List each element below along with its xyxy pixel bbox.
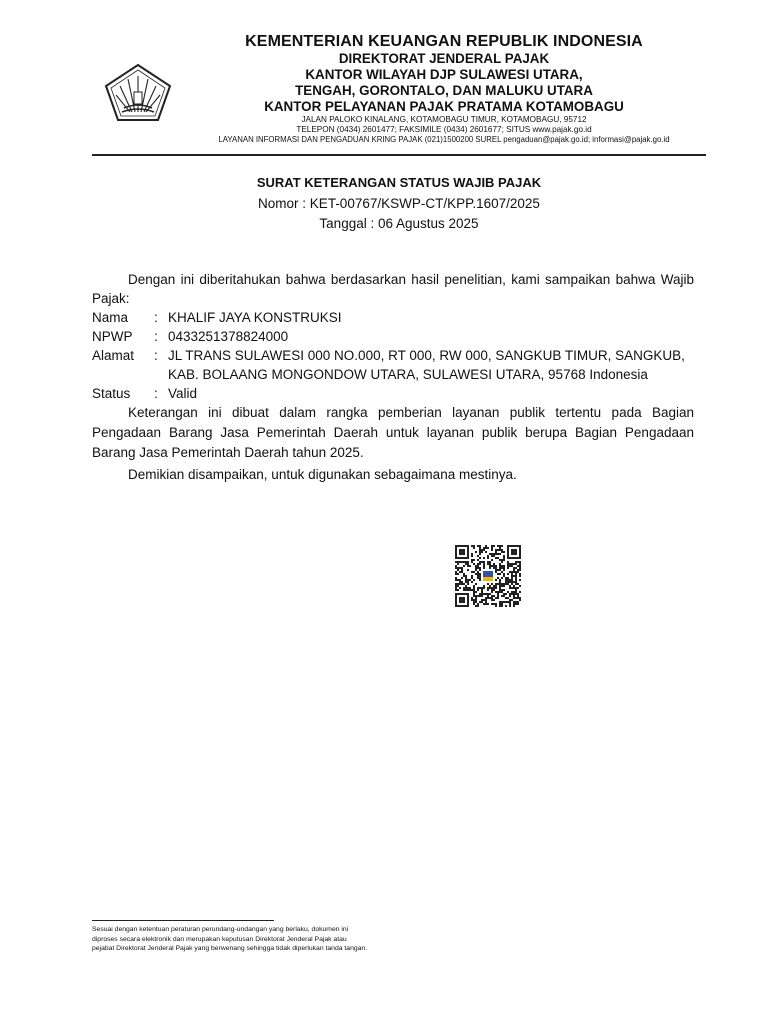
letter-body [92, 270, 694, 484]
ministry-emblem-icon [102, 62, 174, 124]
letter-date: Tanggal : 06 Agustus 2025 [319, 216, 479, 231]
qr-code-icon [455, 545, 521, 607]
letter-number: Nomor : KET-00767/KSWP-CT/KPP.1607/2025 [258, 196, 540, 211]
npwp-label: NPWP [92, 329, 133, 344]
field-row-npwp [92, 327, 694, 346]
status-colon: : [154, 386, 158, 401]
name-colon: : [154, 310, 158, 325]
service-info: LAYANAN INFORMASI DAN PENGADUAN KRING PAJAK (021)1500200 SUREL pengaduan@pajak.go.id; informasi@pajak.go.id [218, 135, 670, 144]
footer-note [92, 925, 432, 954]
footer-line1: Sesuai dengan ketentuan peraturan perundang-undangan yang berlaku, dokumen ini [92, 926, 349, 933]
footer-divider [92, 920, 274, 921]
field-row-status [92, 384, 694, 403]
field-row-address-cont [92, 365, 694, 384]
address-colon: : [154, 348, 158, 363]
office-address: JALAN PALOKO KINALANG, KOTAMOBAGU TIMUR, KOTAMOBAGU, 95712 [301, 115, 587, 124]
address-value-line1: JL TRANS SULAWESI 000 NO.000, RT 000, RW 000, SANGKUB TIMUR, SANGKUB, [168, 348, 685, 363]
name-value: KHALIF JAYA KONSTRUKSI [168, 310, 342, 325]
status-value: Valid [168, 386, 198, 401]
tax-office-name: KANTOR PELAYANAN PAJAK PRATAMA KOTAMOBAGU [264, 99, 624, 114]
letterhead [180, 32, 708, 145]
letter-title-block [92, 174, 706, 234]
status-label: Status [92, 386, 131, 401]
regional-office-line1: KANTOR WILAYAH DJP SULAWESI UTARA, [305, 67, 583, 82]
address-colon-spacer [154, 365, 168, 384]
npwp-value: 0433251378824000 [168, 329, 289, 344]
directorate-name: DIREKTORAT JENDERAL PAJAK [338, 51, 550, 66]
regional-office-line2: TENGAH, GORONTALO, DAN MALUKU UTARA [295, 83, 593, 98]
footer-line2: diproses secara elektronik dan merupakan keputusan Direktorat Jenderal Pajak atau [92, 935, 347, 943]
field-row-name [92, 308, 694, 327]
intro-paragraph: Dengan ini diberitahukan bahwa berdasarkan hasil penelitian, kami sampaikan bahwa Wajib Pajak: [92, 272, 694, 306]
closing-paragraph: Demikian disampaikan, untuk digunakan sebagaimana mestinya. [128, 467, 517, 482]
npwp-colon: : [154, 329, 158, 344]
office-contact: TELEPON (0434) 2601477; FAKSIMILE (0434) 2601677; SITUS www.pajak.go.id [296, 125, 592, 134]
letter-title: SURAT KETERANGAN STATUS WAJIB PAJAK [256, 175, 542, 190]
ministry-name: KEMENTERIAN KEUANGAN REPUBLIK INDONESIA [245, 33, 643, 50]
address-label-spacer [92, 365, 154, 384]
name-label: Nama [92, 310, 129, 325]
header-divider [92, 154, 706, 156]
footer-line3: pejabat Direktorat Jenderal Pajak yang berwenang sehingga tidak diperlukan tanda tangan. [92, 945, 368, 952]
address-label: Alamat [92, 348, 135, 363]
field-row-address [92, 346, 694, 365]
address-value-line2: KAB. BOLAANG MONGONDOW UTARA, SULAWESI UTARA, 95768 Indonesia [168, 367, 648, 382]
purpose-paragraph: Keterangan ini dibuat dalam rangka pemberian layanan publik tertentu pada Bagian Pengadaan Barang Jasa Pemerintah Daerah untuk layanan publik berupa Bagian Pengadaan Barang Jasa Pemerintah Daerah tahun 2025. [92, 405, 694, 460]
